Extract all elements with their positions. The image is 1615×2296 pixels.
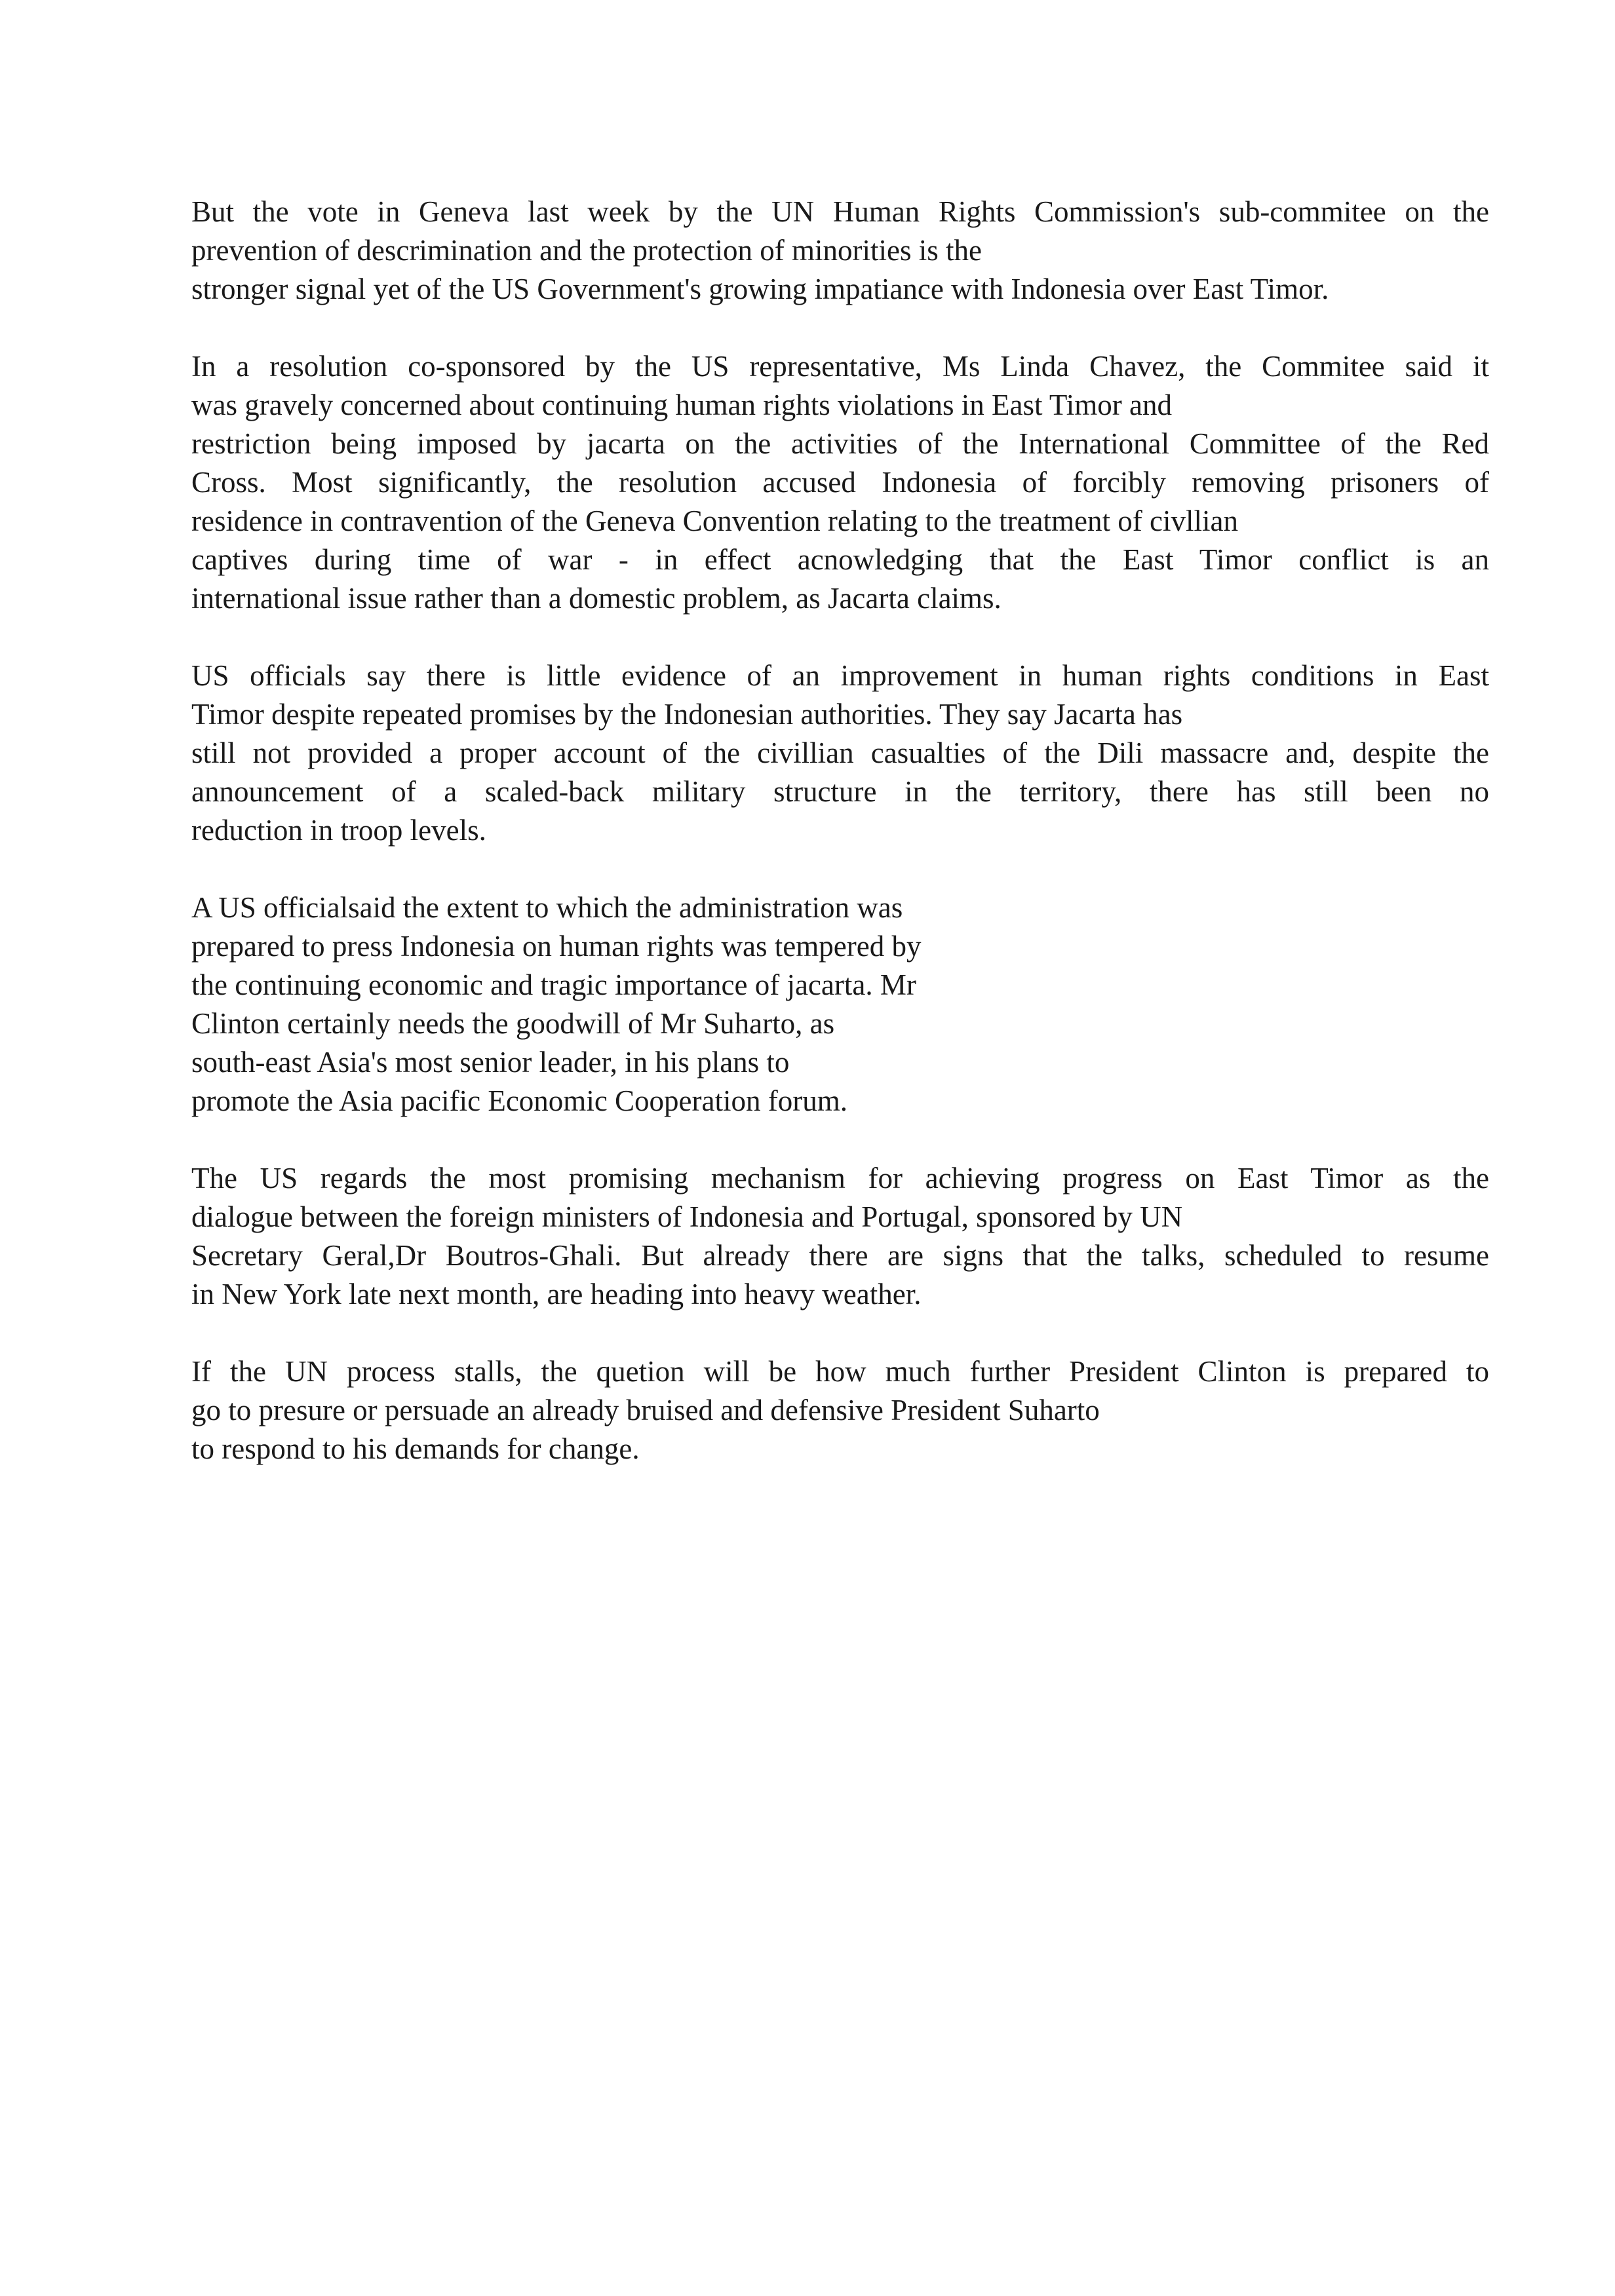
text-line: prevention of descrimination and the protection of minorities is the — [191, 234, 982, 267]
text-line: stronger signal yet of the US Government's growing impatiance with Indonesia over East Timor. — [191, 273, 1329, 305]
text-line: the continuing economic and tragic importance of jacarta. Mr — [191, 968, 916, 1001]
text-line: go to presure or persuade an already bruised and defensive President Suharto — [191, 1394, 1100, 1426]
text-line: Secretary Geral,Dr Boutros-Ghali. But already there are signs that the talks, scheduled to resume — [191, 1239, 1489, 1272]
text-line: international issue rather than a domestic problem, as Jacarta claims. — [191, 582, 1002, 615]
text-line: south-east Asia's most senior leader, in his plans to — [191, 1046, 790, 1079]
paragraph-3 — [191, 657, 1489, 850]
text-line: to respond to his demands for change. — [191, 1432, 640, 1465]
text-line: If the UN process stalls, the quetion will be how much further President Clinton is prepared to — [191, 1355, 1489, 1388]
text-line: But the vote in Geneva last week by the UN Human Rights Commission's sub-commitee on the — [191, 195, 1489, 228]
text-line: announcement of a scaled-back military structure in the territory, there has still been no — [191, 775, 1489, 808]
text-line: Cross. Most significantly, the resolution accused Indonesia of forcibly removing prisoners of — [191, 466, 1489, 499]
text-line: Timor despite repeated promises by the Indonesian authorities. They say Jacarta has — [191, 698, 1183, 731]
text-line: In a resolution co-sponsored by the US representative, Ms Linda Chavez, the Commitee said it — [191, 350, 1489, 383]
text-line: promote the Asia pacific Economic Cooperation forum. — [191, 1084, 847, 1117]
text-line: residence in contravention of the Geneva Convention relating to the treatment of civllian — [191, 505, 1238, 537]
text-line: restriction being imposed by jacarta on the activities of the International Committee of the Red — [191, 427, 1489, 460]
paragraph-6 — [191, 1352, 1489, 1468]
text-line: Clinton certainly needs the goodwill of Mr Suharto, as — [191, 1007, 835, 1040]
text-line: dialogue between the foreign ministers of Indonesia and Portugal, sponsored by UN — [191, 1200, 1183, 1233]
paragraph-1 — [191, 193, 1489, 309]
article-body — [191, 193, 1489, 1507]
paragraph-4 — [191, 889, 1043, 1120]
text-line: US officials say there is little evidence of an improvement in human rights conditions in East — [191, 659, 1489, 692]
text-line: The US regards the most promising mechanism for achieving progress on East Timor as the — [191, 1162, 1489, 1195]
paragraph-2 — [191, 347, 1489, 618]
text-line: captives during time of war - in effect acnowledging that the East Timor conflict is an — [191, 543, 1489, 576]
text-line: prepared to press Indonesia on human rights was tempered by — [191, 930, 922, 963]
text-line: was gravely concerned about continuing human rights violations in East Timor and — [191, 389, 1173, 421]
text-line: reduction in troop levels. — [191, 814, 486, 847]
paragraph-5 — [191, 1159, 1489, 1314]
text-line: in New York late next month, are heading into heavy weather. — [191, 1278, 922, 1311]
text-line: A US officialsaid the extent to which the administration was — [191, 891, 903, 924]
text-line: still not provided a proper account of the civillian casualties of the Dili massacre and, despite the — [191, 737, 1489, 769]
